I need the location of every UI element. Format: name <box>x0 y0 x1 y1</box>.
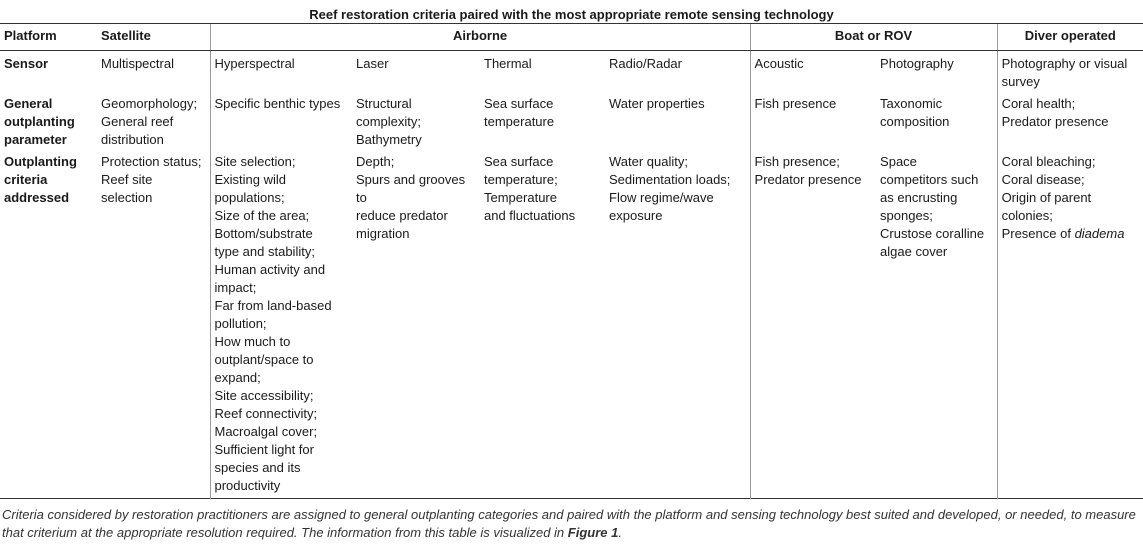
cell-criteria-laser: Depth; Spurs and grooves to reduce predator migration <box>356 154 466 241</box>
cell-param-radar: Water properties <box>605 91 750 149</box>
cell-sensor-hyperspectral: Hyperspectral <box>214 56 295 71</box>
cell-criteria-thermal: Sea surface temperature; Temperature and fluctuations <box>484 154 576 223</box>
cell-param-laser: Structural complexity; Bathymetry <box>356 96 422 147</box>
figure-1-reference[interactable]: Figure 1 <box>567 525 619 540</box>
row-label-parameter: General outplanting parameter <box>4 96 75 147</box>
header-satellite: Satellite <box>97 24 210 51</box>
cell-param-photography: Taxonomic composition <box>876 91 997 149</box>
header-platform: Platform <box>0 24 97 51</box>
cell-param-satellite: Geomorphology; General reef distribution <box>97 91 210 149</box>
row-parameter <box>0 91 1143 149</box>
cell-param-hyperspectral: Specific benthic types <box>214 96 341 111</box>
diadema-italic: diadema <box>1074 226 1125 241</box>
table-caption: Criteria considered by restoration practitioners are assigned to general outplanting categories and paired with the platform and sensing technology best suited and developed, or needed, to measure that criterium at the appropriate resolution required. The information from this table is visualized in Figure 1. <box>2 507 1136 540</box>
cell-criteria-hyperspectral: Site selection; Existing wild populations; Size of the area; Bottom/substrate type and stability; Human activity and impact; Far from land-based pollution; How much to outplant/space to expand; Site accessibility; Reef connectivity; Macroalgal cover; Sufficient light for species and its productivity <box>214 154 332 493</box>
cell-sensor-laser: Laser <box>356 56 389 71</box>
cell-sensor-diver: Photography or visual survey <box>1001 56 1128 89</box>
header-boat-rov: Boat or ROV <box>750 24 997 51</box>
cell-sensor-photography: Photography <box>876 51 997 92</box>
row-label-criteria: Outplanting criteria addressed <box>4 154 77 205</box>
cell-sensor-satellite: Multispectral <box>97 51 210 92</box>
cell-criteria-satellite: Protection status; Reef site selection <box>97 149 210 499</box>
row-label-sensor: Sensor <box>4 56 49 71</box>
criteria-table <box>0 24 1143 499</box>
cell-param-thermal: Sea surface temperature <box>484 96 555 129</box>
cell-sensor-thermal: Thermal <box>484 56 532 71</box>
cell-criteria-diver: Coral bleaching; Coral disease; Origin of parent colonies; Presence of diadema <box>997 149 1143 499</box>
table-title: Reef restoration criteria paired with the most appropriate remote sensing technology <box>0 0 1143 24</box>
cell-criteria-acoustic: Fish presence; Predator presence <box>754 154 862 187</box>
cell-sensor-radar: Radio/Radar <box>605 51 750 92</box>
row-sensor <box>0 51 1143 92</box>
row-criteria <box>0 149 1143 499</box>
diver-diadema-line: Presence of diadema <box>1001 226 1125 241</box>
cell-param-diver: Coral health; Predator presence <box>1001 96 1109 129</box>
cell-criteria-photography: Space competitors such as encrusting sponges; Crustose coralline algae cover <box>876 149 997 499</box>
header-row <box>0 24 1143 51</box>
header-diver-operated: Diver operated <box>997 24 1143 51</box>
cell-sensor-acoustic: Acoustic <box>754 56 804 71</box>
header-airborne: Airborne <box>210 24 750 51</box>
cell-param-acoustic: Fish presence <box>754 96 837 111</box>
cell-criteria-radar: Water quality; Sedimentation loads; Flow regime/wave exposure <box>605 149 750 499</box>
